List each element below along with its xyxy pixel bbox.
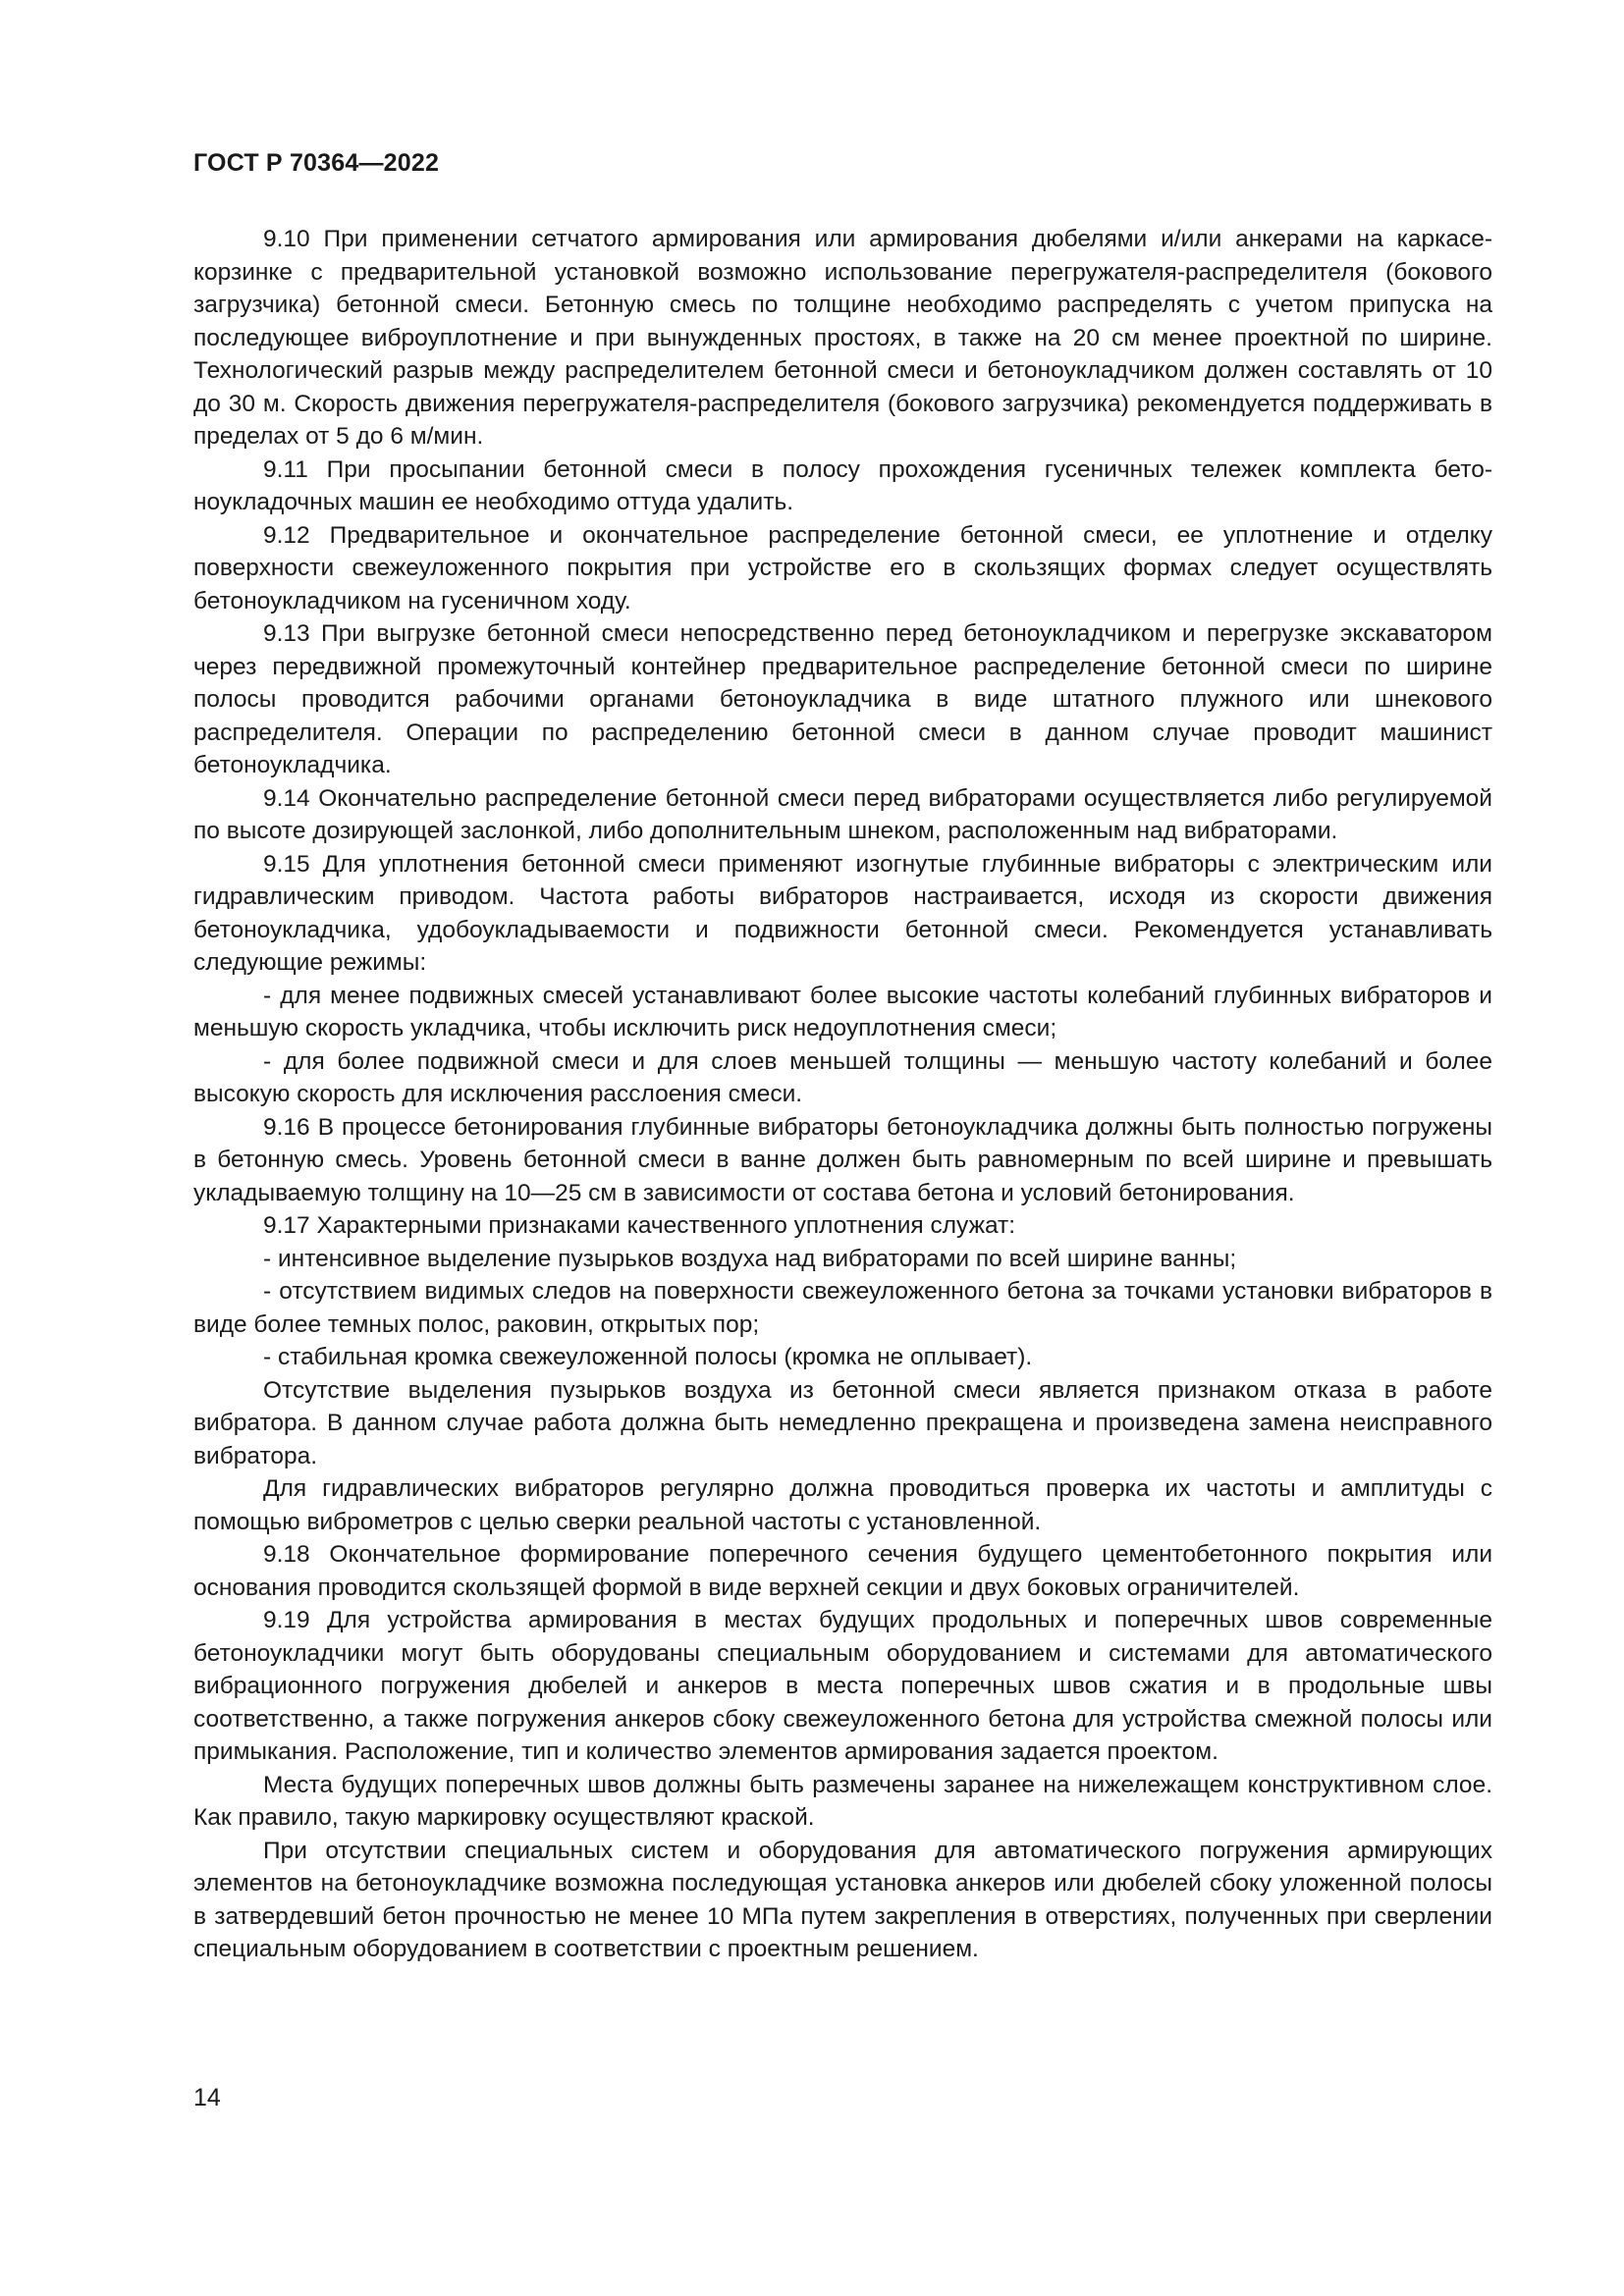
list-item-air-bubbles: - интенсивное выделение пузырьков воздуха над вибраторами по всей ширине ванны; — [263, 1245, 1237, 1272]
list-item-no-traces: - отсутствием видимых следов на поверхности свежеуложенного бетона за точками установки вибраторов в виде более темных полос, раковин, открытых пор; — [193, 1278, 1492, 1338]
list-item-less-mobile-mix: - для менее подвижных смесей устанавливают более высокие частоты колебаний глубинных вибраторов и меньшую скорость укладчика, чтобы исключить риск недоуплотнения смеси; — [193, 982, 1492, 1041]
paragraph-9-19: 9.19 Для устройства армирования в местах будущих продольных и поперечных швов современные бетоноукладчики могут быть оборудованы специальным оборудованием и системами для автоматического вибрационного погружения дюбелей и анкеров в места поперечных швов сжатия и в продольные швы соответственно, а также погружения анкеров сбоку свежеуложенного бетона для устройства смежной полосы или примыкания. Расположение, тип и количество элементов армирования задается проектом. — [193, 1607, 1492, 1765]
list-item-more-mobile-mix: - для более подвижной смеси и для слоев меньшей толщины — меньшую частоту колебаний и более высокую скорость для исключения расслоения смеси. — [193, 1047, 1492, 1107]
paragraph-9-12: 9.12 Предварительное и окончательное распределение бетонной смеси, ее уплотнение и отделку поверхности свежеуложенного покрытия при устройстве его в скользящих формах следует осуществлять бетоноукладчиком на гусеничном ходу. — [193, 521, 1492, 614]
paragraph-9-14: 9.14 Окончательно распределение бетонной смеси перед вибраторами осуществляется либо регулируемой по высоте дозирующей заслонкой, либо дополнительным шнеком, расположенным над вибраторами. — [193, 784, 1492, 844]
paragraph-9-17: 9.17 Характерными признаками качественного уплотнения служат: — [263, 1212, 1016, 1239]
paragraph-9-16: 9.16 В процессе бетонирования глубинные вибраторы бетоноукладчика должны быть полностью погружены в бетонную смесь. Уровень бетонной смеси в ванне должен быть равномерным по всей ширине и превышать укладываемую толщину на 10—25 см в зависимости от состава бетона и условий бетонирования. — [193, 1113, 1492, 1206]
paragraph-hydraulic-vibrators: Для гидравлических вибраторов регулярно должна проводиться проверка их частоты и амплитуды с помощью виброметров с целью сверки реальной частоты с установленной. — [193, 1475, 1492, 1535]
paragraph-transverse-joints: Места будущих поперечных швов должны быть размечены заранее на нижележащем конструктивном слое. Как правило, такую маркировку осуществляют краской. — [193, 1771, 1492, 1831]
list-item-stable-edge: - стабильная кромка свежеуложенной полосы (кромка не оплывает). — [263, 1344, 1033, 1370]
paragraph-9-15: 9.15 Для уплотнения бетонной смеси применяют изогнутые глубинные вибраторы с электрическим или гидравлическим приводом. Частота работы вибраторов настраивается, исходя из скорости движения бетоноукладчика, удобоукладываемости и подвижности бетонной смеси. Рекомендуется устанавливать следующие режимы: — [193, 850, 1492, 976]
paragraph-9-10: 9.10 При применении сетчатого армирования или армирования дюбелями и/или анкерами на каркасе-корзинке с предварительной установкой возможно использование перегружателя-распределителя (бокового загрузчика) бетонной смеси. Бетонную смесь по толщине необходимо распределять с учетом припуска на последующее виброуплотнение и при вынужденных простоях, в также на 20 см менее проектной по ширине. Технологический разрыв между распределителем бетонной смеси и бетоноукладчиком должен составлять от 10 до 30 м. Скорость движения перегружателя-распределителя (бокового загрузчика) рекомендуется поддерживать в пределах от 5 до 6 м/мин. — [193, 226, 1492, 450]
paragraph-9-18: 9.18 Окончательное формирование поперечного сечения будущего цементобетонного покрытия или основания проводится скользящей формой в виде верхней секции и двух боковых ограничителей. — [193, 1541, 1492, 1601]
paragraph-manual-installation: При отсутствии специальных систем и оборудования для автоматического погружения армирующих элементов на бетоноукладчике возможна последующая установка анкеров или дюбелей сбоку уложенной полосы в затвердевший бетон прочностью не менее 10 МПа путем закрепления в отверстиях, полученных при сверлении специальным оборудованием в соответствии с проектным решением. — [193, 1837, 1492, 1962]
paragraph-vibrator-failure: Отсутствие выделения пузырьков воздуха из бетонной смеси является признаком отказа в работе вибратора. В данном случае работа должна быть немедленно прекращена и произведена замена неисправного вибратора. — [193, 1376, 1492, 1469]
paragraph-9-13: 9.13 При выгрузке бетонной смеси непосредственно перед бетоноукладчиком и перегрузке экскаватором через передвижной промежуточный контейнер предварительное распределение бетонной смеси по ширине полосы проводится рабочими органами бетоноукладчика в виде штатного плужного или шнекового распределителя. Операции по распределению бетонной смеси в данном случае проводит машинист бетоноукладчика. — [193, 620, 1492, 778]
document-body — [193, 223, 1492, 1966]
page-number: 14 — [193, 2084, 221, 2111]
paragraph-9-11: 9.11 При просыпании бетонной смеси в полосу прохождения гусеничных тележек комплекта бетоноукладочных машин ее необходимо оттуда удалить. — [193, 455, 1492, 515]
document-header: ГОСТ Р 70364—2022 — [193, 149, 440, 177]
